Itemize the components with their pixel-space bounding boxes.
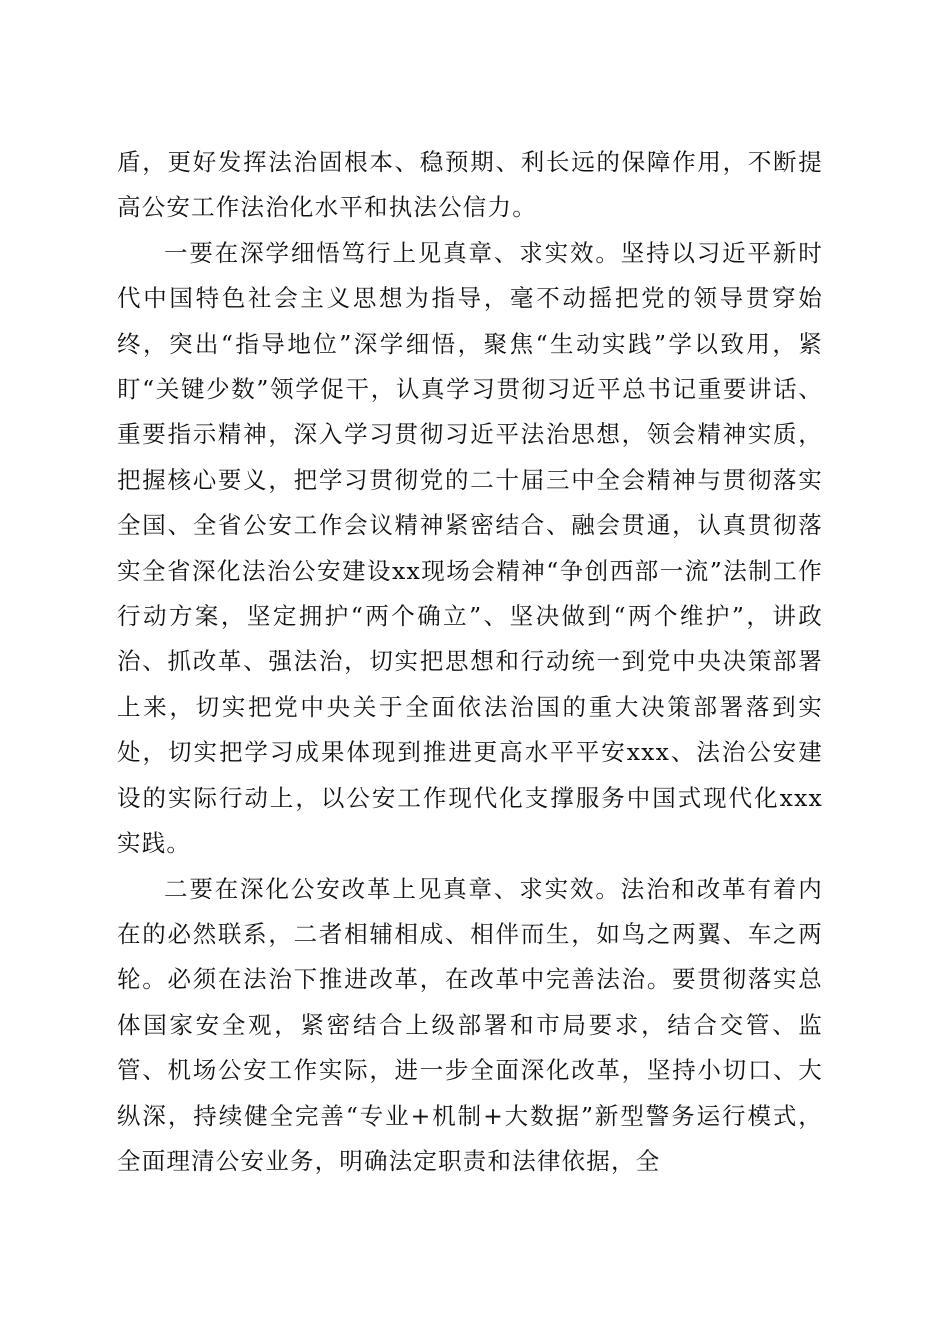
document-body [117,140,823,1184]
paragraph-continuation: 盾，更好发挥法治固根本、稳预期、利长远的保障作用，不断提高公安工作法治化水平和执法公信力。 [117,148,823,222]
paragraph-second-requirement: 二要在深化公安改革上见真章、求实效。法治和改革有着内在的必然联系，二者相辅相成、相伴而生，如鸟之两翼、车之两轮。必须在法治下推进改革，在改革中完善法治。要贯彻落实总体国家安全观，紧密结合上级部署和市局要求，结合交管、监管、机场公安工作实际，进一步全面深化改革，坚持小切口、大纵深，持续健全完善“专业+机制+大数据”新型警务运行模式，全面理清公安业务，明确法定职责和法律依据，全 [117,874,823,1175]
paragraph-first-requirement: 一要在深学细悟笃行上见真章、求实效。坚持以习近平新时代中国特色社会主义思想为指导，毫不动摇把党的领导贯穿始终，突出“指导地位”深学细悟，聚焦“生动实践”学以致用，紧盯“关键少数”领学促干，认真学习贯彻习近平总书记重要讲话、重要指示精神，深入学习贯彻习近平法治思想，领会精神实质，把握核心要义，把学习贯彻党的二十届三中全会精神与贯彻落实全国、全省公安工作会议精神紧密结合、融会贯通，认真贯彻落实全省深化法治公安建设xx现场会精神“争创西部一流”法制工作行动方案，坚定拥护“两个确立”、坚决做到“两个维护”，讲政治、抓改革、强法治，切实把思想和行动统一到党中央决策部署上来，切实把党中央关于全面依法治国的重大决策部署落到实处，切实把学习成果体现到推进更高水平平安xxx、法治公安建设的实际行动上，以公安工作现代化支撑服务中国式现代化xxx实践。 [117,238,823,858]
